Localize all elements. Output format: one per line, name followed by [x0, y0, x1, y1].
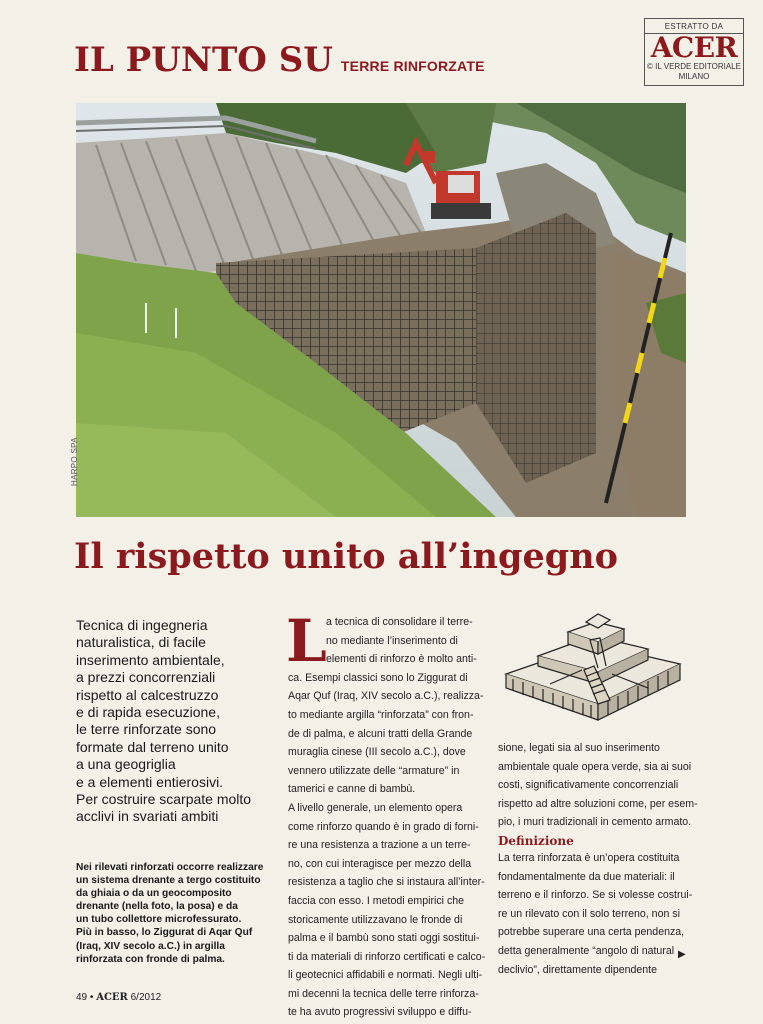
- body-line: mi decenni la tecnica delle terre rinforza-: [288, 987, 479, 1000]
- section-subhead: Definizione: [498, 834, 574, 848]
- photo-credit: HARPO SPA: [70, 437, 79, 486]
- badge-city: MILANO: [678, 72, 710, 81]
- lead-line: e di rapida esecuzione,: [76, 704, 220, 721]
- caption-line: Più in basso, lo Ziggurat di Aqar Quf: [76, 927, 253, 939]
- body-line: no mediante l’inserimento di: [326, 634, 458, 647]
- lead-line: acclivi in svariati ambiti: [76, 808, 219, 825]
- badge-top-label: ESTRATTO DA: [645, 19, 743, 34]
- acer-logo: ACER: [650, 31, 738, 64]
- body-line: fondamentalmente da due materiali: il: [498, 870, 675, 883]
- lead-line: formate dal terreno unito: [76, 738, 229, 755]
- body-line: La terra rinforzata è un’opera costituita: [498, 852, 680, 864]
- body-line: de di palma, e alcuni tratti della Grande: [288, 727, 473, 740]
- caption-line: (Iraq, XIV secolo a.C.) in argilla: [76, 940, 225, 952]
- body-line: resistenza a taglio che si instaura all’inter-: [288, 876, 485, 889]
- construction-photo: [76, 103, 686, 517]
- body-line: rispetto ad altre soluzioni come, per esem-: [498, 797, 698, 810]
- page-footer: [76, 992, 161, 1003]
- body-line: muraglia cinese (III secolo a.C.), dove: [288, 746, 466, 759]
- rubric-title: IL PUNTO SU: [74, 40, 333, 80]
- body-line: tamerici e canne di bambù.: [288, 783, 416, 796]
- lead-line: a prezzi concorrenziali: [76, 669, 216, 686]
- body-line: potrebbe superare una certa pendenza,: [498, 926, 685, 939]
- body-line: to mediante argilla “rinforzata” con fron-: [288, 708, 474, 721]
- lead-line: inserimento ambientale,: [76, 651, 225, 668]
- lead-line: naturalistica, di facile: [76, 634, 206, 651]
- body-line: palma e il bambù sono stati oggi sostitui-: [288, 932, 480, 945]
- body-line: ca. Esempi classici sono lo Ziggurat di: [288, 671, 468, 684]
- body-line: elementi di rinforzo è molto anti-: [326, 653, 477, 666]
- badge-publisher: © IL VERDE EDITORIALE: [647, 62, 741, 71]
- body-line: ti da materiali di rinforzo certificati e calco-: [288, 950, 486, 963]
- lead-line: rispetto al calcestruzzo: [76, 686, 219, 703]
- body-line: pio, i muri tradizionali in cemento armato.: [498, 816, 692, 829]
- caption-line: un sistema drenante a tergo costituito: [76, 875, 261, 887]
- rubric-subtitle: TERRE RINFORZATE: [340, 58, 485, 74]
- body-column-3-top: [498, 739, 698, 832]
- caption-line: da ghiaia o da un geocomposito: [76, 888, 232, 900]
- body-line: li geotecnici affidabili e normati. Negli ulti-: [288, 969, 483, 982]
- body-line: costi, significativamente concorrenziali: [498, 779, 679, 792]
- caption-line: rinforzata con fronde di palma.: [76, 953, 225, 965]
- continue-arrow-icon: ▶: [678, 949, 686, 960]
- caption-line: drenante (nella foto, la posa) e da: [76, 901, 238, 913]
- lead-paragraph: [76, 617, 276, 826]
- body-line: ambientale quale opera verde, sia ai suoi: [498, 760, 692, 773]
- caption-line: un tubo collettore microfessurato.: [76, 914, 242, 926]
- body-line: a tecnica di consolidare il terre-: [326, 616, 473, 628]
- body-column-2: [286, 607, 486, 1022]
- lead-line: e a elementi entierosivi.: [76, 773, 224, 790]
- lead-line: Tecnica di ingegneria: [76, 617, 208, 633]
- lead-line: Per costruire scarpate molto: [76, 791, 252, 808]
- body-line: te ha avuto progressivi sviluppo e diffu-: [288, 1006, 472, 1019]
- body-line: re una resistenza a trazione a un terre-: [288, 839, 471, 852]
- body-line: vennero utilizzate delle “armature” in: [288, 764, 460, 777]
- body-line: no, con cui interagisce per mezzo della: [288, 857, 472, 870]
- body-line: sione, legati sia al suo inserimento: [498, 742, 660, 754]
- body-line: faccia con esso. I metodi empirici che: [288, 894, 465, 907]
- drop-cap: L: [286, 607, 327, 675]
- article-headline: Il rispetto unito all’ingegno: [74, 536, 618, 577]
- page-number: 49 •: [76, 992, 94, 1003]
- body-line: detta generalmente “angolo di natural: [498, 944, 675, 957]
- body-line: re un rilevato con il solo terreno, non si: [498, 907, 680, 920]
- body-column-3-bottom: [498, 849, 693, 979]
- ziggurat-illustration: [498, 604, 688, 734]
- body-line: declivio”, direttamente dipendente: [498, 963, 658, 976]
- body-line: come rinforzo quando è in grado di forni-: [288, 820, 479, 833]
- body-line: terreno e il rinforzo. Se si volesse costrui-: [498, 889, 693, 902]
- photo-caption: [76, 861, 276, 966]
- body-line: A livello generale, un elemento opera: [288, 801, 463, 814]
- footer-magazine: ACER: [96, 992, 128, 1003]
- footer-issue: 6/2012: [130, 992, 162, 1003]
- lead-line: a una geogriglia: [76, 756, 176, 773]
- source-badge: [644, 18, 744, 86]
- reinforced-earth-site-illustration: [76, 103, 686, 517]
- section-rubric: [74, 40, 485, 80]
- lead-line: le terre rinforzate sono: [76, 721, 217, 738]
- body-line: storicamente utilizzavano le fronde di: [288, 913, 463, 926]
- caption-line: Nei rilevati rinforzati occorre realizzare: [76, 862, 264, 873]
- body-line: Aqar Quf (Iraq, XIV secolo a.C.), realizza-: [288, 690, 484, 703]
